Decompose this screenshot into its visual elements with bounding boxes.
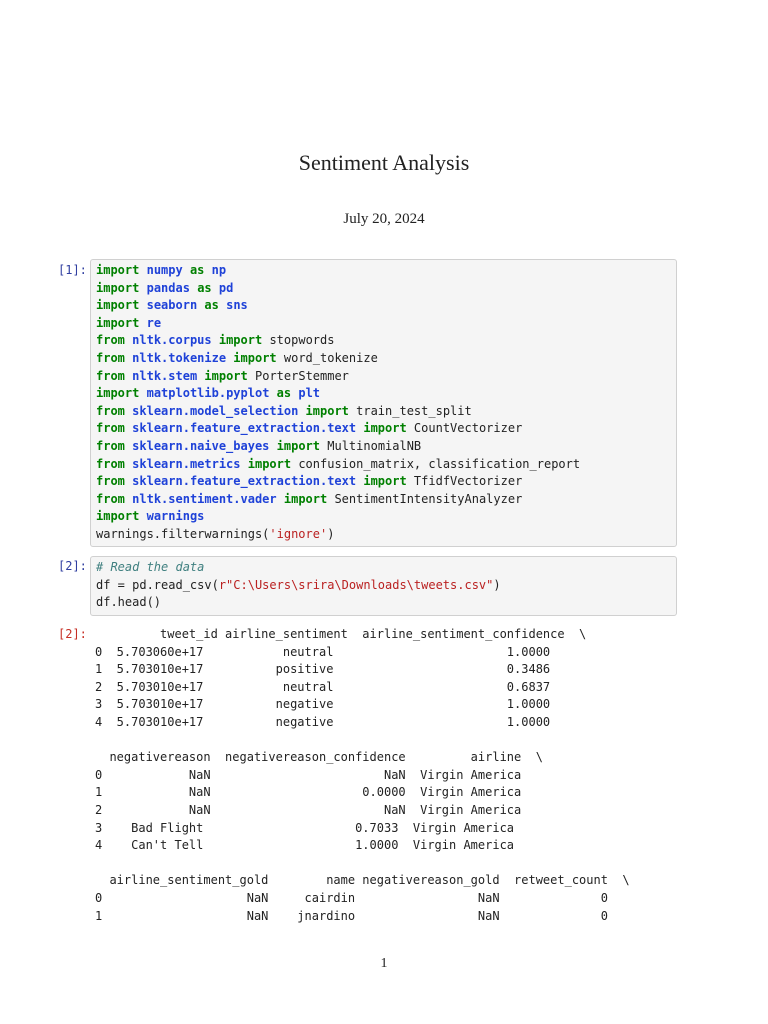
token-mod: nltk.corpus (132, 333, 212, 348)
code-line (96, 420, 671, 438)
token-mod: sns (226, 298, 248, 313)
token-mod: re (146, 315, 162, 330)
code-line (96, 262, 671, 280)
token-text: SentimentIntensityAnalyzer (327, 491, 523, 506)
token-text (139, 509, 146, 523)
token-mod: seaborn (146, 298, 198, 313)
token-text (298, 404, 305, 418)
token-kw: from (96, 438, 125, 453)
token-kw: import (363, 474, 407, 489)
output-line: 3 Bad Flight 0.7033 Virgin America (95, 820, 515, 835)
token-text (139, 263, 146, 277)
token-text (212, 333, 219, 347)
token-kw: as (197, 280, 212, 295)
token-kw: as (276, 386, 292, 401)
code-line (96, 280, 671, 298)
code-cell-2[interactable] (90, 556, 677, 616)
code-line (96, 559, 671, 577)
code-line (96, 368, 671, 386)
token-text (277, 492, 284, 506)
output-line: 0 5.703060e+17 neutral 1.0000 (95, 644, 551, 659)
output-line: 1 5.703010e+17 positive 0.3486 (95, 662, 551, 677)
token-text: warnings.filterwarnings( (96, 526, 270, 541)
output-line: 0 NaN NaN Virgin America (95, 767, 522, 782)
document-title: Sentiment Analysis (298, 150, 470, 175)
token-text: CountVectorizer (406, 421, 523, 436)
token-kw: import (96, 298, 140, 313)
token-kw: import (247, 456, 292, 471)
code-line (96, 315, 671, 333)
input-prompt-1: [1]: (58, 263, 87, 277)
code-cell-1-source[interactable] (96, 262, 671, 544)
output-line: 2 NaN NaN Virgin America (95, 802, 522, 817)
token-text: train_test_split (348, 403, 472, 418)
token-kw: import (233, 350, 277, 365)
token-kw: from (96, 350, 125, 365)
token-str: 'ignore' (269, 526, 328, 541)
token-mod: sklearn.model_selection (132, 403, 299, 418)
code-line (96, 385, 671, 403)
token-mod: pd (218, 280, 234, 295)
token-text: ) (493, 577, 501, 592)
token-kw: from (96, 403, 125, 418)
code-line (96, 491, 671, 509)
token-mod: sklearn.naive_bayes (132, 438, 270, 453)
token-mod: matplotlib.pyplot (146, 386, 270, 401)
token-mod: nltk.stem (132, 368, 198, 383)
token-kw: import (96, 263, 140, 277)
token-mod: sklearn.metrics (132, 456, 241, 471)
token-text (139, 281, 146, 295)
token-mod: np (211, 263, 227, 277)
token-text (204, 263, 211, 277)
token-kw: as (204, 298, 219, 313)
output-prompt-2: [2]: (58, 627, 87, 641)
dataframe-output (95, 626, 630, 925)
document-date: July 20, 2024 (343, 211, 425, 227)
output-line: 2 5.703010e+17 neutral 0.6837 (95, 679, 551, 694)
token-kw: import (305, 403, 349, 418)
input-prompt-2: [2]: (58, 559, 87, 573)
token-text: word_tokenize (276, 350, 378, 365)
code-line (96, 526, 671, 544)
output-line: 1 NaN 0.0000 Virgin America (95, 785, 522, 800)
token-text (139, 298, 146, 312)
code-line (96, 456, 671, 474)
code-line (96, 577, 671, 595)
token-text (212, 281, 219, 295)
output-line (95, 732, 630, 750)
token-kw: import (204, 368, 248, 383)
token-mod: sklearn.feature_extraction.text (132, 474, 357, 489)
token-kw: from (96, 368, 125, 383)
token-mod: nltk.sentiment.vader (132, 491, 277, 506)
token-kw: import (218, 333, 263, 348)
code-cell-2-source[interactable] (96, 559, 671, 612)
token-mod: nltk.tokenize (132, 350, 227, 365)
token-mod: plt (298, 386, 321, 401)
token-mod: pandas (146, 280, 190, 295)
token-text (269, 439, 276, 453)
code-line (96, 508, 671, 526)
page-number: 1 (380, 956, 388, 971)
token-text: df.head() (96, 595, 162, 610)
token-kw: as (189, 263, 205, 277)
token-kw: import (276, 438, 321, 453)
token-str: r"C:\Users\srira\Downloads\tweets.csv" (218, 577, 494, 592)
token-text (269, 386, 276, 400)
token-mod: sklearn.feature_extraction.text (132, 421, 357, 436)
output-line: 4 Can't Tell 1.0000 Virgin America (95, 838, 515, 853)
token-kw: import (96, 280, 140, 295)
token-text: PorterStemmer (247, 368, 349, 383)
token-kw: import (283, 491, 328, 506)
output-line: 1 NaN jnardino NaN 0 (95, 908, 608, 923)
token-text (241, 457, 248, 471)
code-line (96, 350, 671, 368)
output-line: 4 5.703010e+17 negative 1.0000 (95, 714, 551, 729)
code-line (96, 332, 671, 350)
output-line: tweet_id airline_sentiment airline_sentiment_confidence \ (95, 627, 587, 641)
token-text: df = pd.read_csv( (96, 577, 219, 592)
token-text (139, 316, 146, 330)
token-kw: import (96, 509, 140, 524)
token-kw: import (96, 315, 140, 330)
token-text: MultinomialNB (320, 438, 422, 453)
token-text (183, 263, 190, 277)
token-kw: from (96, 456, 125, 471)
output-line: 3 5.703010e+17 negative 1.0000 (95, 697, 551, 712)
output-line: negativereason negativereason_confidence airline \ (95, 750, 543, 765)
token-text (139, 386, 146, 400)
code-line (96, 438, 671, 456)
token-text: stopwords (262, 333, 335, 348)
code-cell-1[interactable] (90, 259, 677, 547)
token-text: ) (327, 526, 335, 541)
code-line (96, 297, 671, 315)
token-text: TfidfVectorizer (406, 474, 523, 489)
token-kw: from (96, 474, 125, 489)
token-kw: from (96, 421, 125, 436)
token-kw: import (96, 386, 140, 401)
token-text: confusion_matrix, classification_report (291, 456, 581, 471)
token-kw: from (96, 333, 125, 348)
code-line (96, 594, 671, 612)
token-kw: from (96, 491, 125, 506)
output-line: airline_sentiment_gold name negativereason_gold retweet_count \ (95, 873, 630, 888)
code-line (96, 473, 671, 491)
output-line: 0 NaN cairdin NaN 0 (95, 890, 608, 905)
token-mod: warnings (146, 509, 205, 524)
token-cm: # Read the data (96, 560, 205, 574)
token-text (219, 298, 226, 312)
output-line (95, 855, 630, 873)
code-line (96, 403, 671, 421)
token-kw: import (363, 421, 407, 436)
token-mod: numpy (146, 263, 183, 277)
